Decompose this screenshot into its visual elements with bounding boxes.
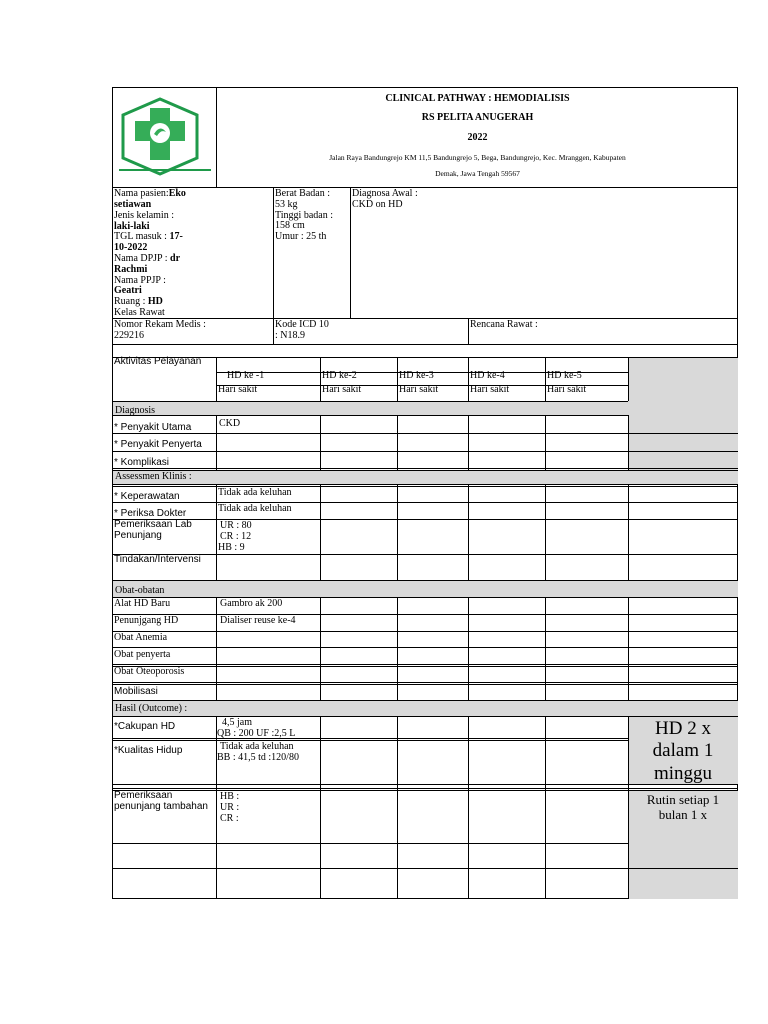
weight-value: 53 kg [275, 199, 298, 210]
kualitas-hidup-value-line1: Tidak ada keluhan [220, 741, 294, 752]
cakupan-hd-value-line1: 4,5 jam [222, 717, 252, 728]
komplikasi-label: * Komplikasi [114, 457, 170, 468]
shaded-row-obat [113, 580, 738, 597]
patient-name-value: Eko [168, 188, 186, 199]
hd-day-2: HD ke-2 [322, 370, 357, 381]
obat-section-label: Obat-obatan [115, 585, 165, 596]
patient-name [114, 188, 186, 199]
icd-code-label: Kode ICD 10 [275, 319, 329, 330]
cakupan-hd-value-line2: QB : 200 UF :2,5 L [217, 728, 296, 739]
document-title: CLINICAL PATHWAY : HEMODIALISIS [385, 93, 570, 104]
admission-date-label: TGL masuk : [114, 231, 170, 242]
dpjp [114, 253, 180, 264]
hd-day-5: HD ke-5 [547, 370, 582, 381]
document-year: 2022 [467, 132, 488, 143]
hd-day-1: HD ke -1 [227, 370, 265, 381]
hari-sakit-5: Hari sakit [547, 384, 587, 395]
hd-frequency-note-line3: minggu [653, 763, 713, 784]
clinical-pathway-document [112, 87, 738, 899]
hasil-section-label: Hasil (Outcome) : [115, 703, 188, 714]
lab-hb-value: HB : 9 [218, 542, 245, 553]
penunjang-hd-label: Penunjgang HD [114, 615, 179, 626]
shaded-bottom-cell [628, 868, 738, 899]
penunjang-hd-value: Dialiser reuse ke-4 [220, 615, 296, 626]
periksa-dokter-label: * Periksa Dokter [114, 508, 187, 519]
obat-penyerta-label: Obat penyerta [114, 649, 171, 660]
shaded-header-note-column [628, 358, 738, 485]
dpjp-label: Nama DPJP : [114, 253, 171, 264]
obat-oteoporosis-label: Obat Oteoporosis [114, 666, 185, 677]
gender-label: Jenis kelamin : [114, 210, 174, 221]
mobilisasi-label: Mobilisasi [114, 686, 158, 697]
initial-diagnosis-label: Diagnosa Awal : [352, 188, 418, 199]
tambahan-cr-value: CR : [220, 813, 239, 824]
hospital-name: RS PELITA ANUGERAH [421, 112, 534, 123]
ppjp-value: Geatri [114, 285, 142, 296]
pemeriksaan-tambahan-label-line1: Pemeriksaan [114, 790, 173, 801]
tambahan-ur-value: UR : [220, 802, 240, 813]
age: Umur : 25 th [275, 231, 327, 242]
hari-sakit-1: Hari sakit [218, 384, 258, 395]
ppjp-label: Nama PPJP : [114, 275, 166, 286]
patient-name-label: Nama pasien: [114, 188, 169, 199]
dpjp-value-line2: Rachmi [114, 264, 148, 275]
kelas-rawat-label: Kelas Rawat [114, 307, 165, 318]
lab-label-line2: Penunjang [114, 530, 162, 541]
hari-sakit-3: Hari sakit [399, 384, 439, 395]
rutin-note-line1: Rutin setiap 1 [646, 792, 720, 807]
room-value: HD [147, 296, 163, 307]
shaded-row-hasil [113, 700, 738, 716]
penyakit-utama-label: * Penyakit Utama [114, 422, 192, 433]
kualitas-hidup-label: *Kualitas Hidup [114, 745, 183, 756]
hari-sakit-2: Hari sakit [322, 384, 362, 395]
admission-date-value: 17- [169, 231, 183, 242]
alat-hd-label: Alat HD Baru [114, 598, 171, 609]
medical-record-label: Nomor Rekam Medis : [114, 319, 206, 330]
admission-date-value-line2: 10-2022 [114, 242, 148, 253]
lab-label-line1: Pemeriksaan Lab [114, 519, 192, 530]
alat-hd-value: Gambro ak 200 [220, 598, 283, 609]
height-value: 158 cm [275, 220, 305, 231]
lab-cr-value: CR : 12 [220, 531, 252, 542]
aktivitas-pelayanan-label: Aktivitas Pelayanan [114, 356, 202, 367]
dpjp-value: dr [170, 253, 181, 264]
periksa-dokter-value: Tidak ada keluhan [218, 503, 292, 514]
tambahan-hb-value: HB : [220, 791, 240, 802]
diagnosis-section-label: Diagnosis [115, 405, 155, 416]
hd-frequency-note-line1: HD 2 x [655, 718, 711, 739]
cakupan-hd-label: *Cakupan HD [114, 721, 176, 732]
hospital-logo-icon [119, 96, 213, 176]
medical-record-value: 229216 [114, 330, 144, 341]
hd-day-4: HD ke-4 [470, 370, 505, 381]
hospital-address-line2: Demak, Jawa Tengah 59567 [435, 169, 520, 178]
weight-label: Berat Badan : [275, 188, 330, 199]
rutin-note-line2: bulan 1 x [658, 807, 708, 822]
keperawatan-label: * Keperawatan [114, 491, 180, 502]
hd-day-3: HD ke-3 [399, 370, 434, 381]
hari-sakit-4: Hari sakit [470, 384, 510, 395]
room-label: Ruang : [114, 296, 148, 307]
initial-diagnosis-value: CKD on HD [352, 199, 403, 210]
penyakit-utama-value: CKD [219, 418, 241, 429]
obat-anemia-label: Obat Anemia [114, 632, 168, 643]
hd-frequency-note-line2: dalam 1 [652, 740, 714, 761]
admission-date [114, 231, 183, 242]
assessmen-section-label: Assessmen Klinis : [115, 471, 192, 482]
kualitas-hidup-value-line2: BB : 41,5 td :120/80 [217, 752, 299, 763]
lab-ur-value: UR : 80 [220, 520, 252, 531]
penyakit-penyerta-label: * Penyakit Penyerta [114, 439, 202, 450]
pemeriksaan-tambahan-label-line2: penunjang tambahan [114, 801, 208, 812]
keperawatan-value: Tidak ada keluhan [218, 487, 292, 498]
rencana-rawat-label: Rencana Rawat : [470, 319, 538, 330]
shaded-row-assessmen [113, 470, 738, 484]
height-label: Tinggi badan : [275, 210, 333, 221]
room [114, 296, 163, 307]
hospital-address-line1: Jalan Raya Bandungrejo KM 11,5 Bandungrejo 5, Bega, Bandungrejo, Kec. Mranggen, Kabupaten [329, 153, 626, 162]
shaded-row-diagnosis [113, 401, 628, 415]
tindakan-label: Tindakan/Intervensi [114, 554, 201, 565]
icd-code-value: : N18.9 [275, 330, 305, 341]
gender-value: laki-laki [114, 221, 150, 232]
patient-name-value-line2: setiawan [114, 199, 152, 210]
